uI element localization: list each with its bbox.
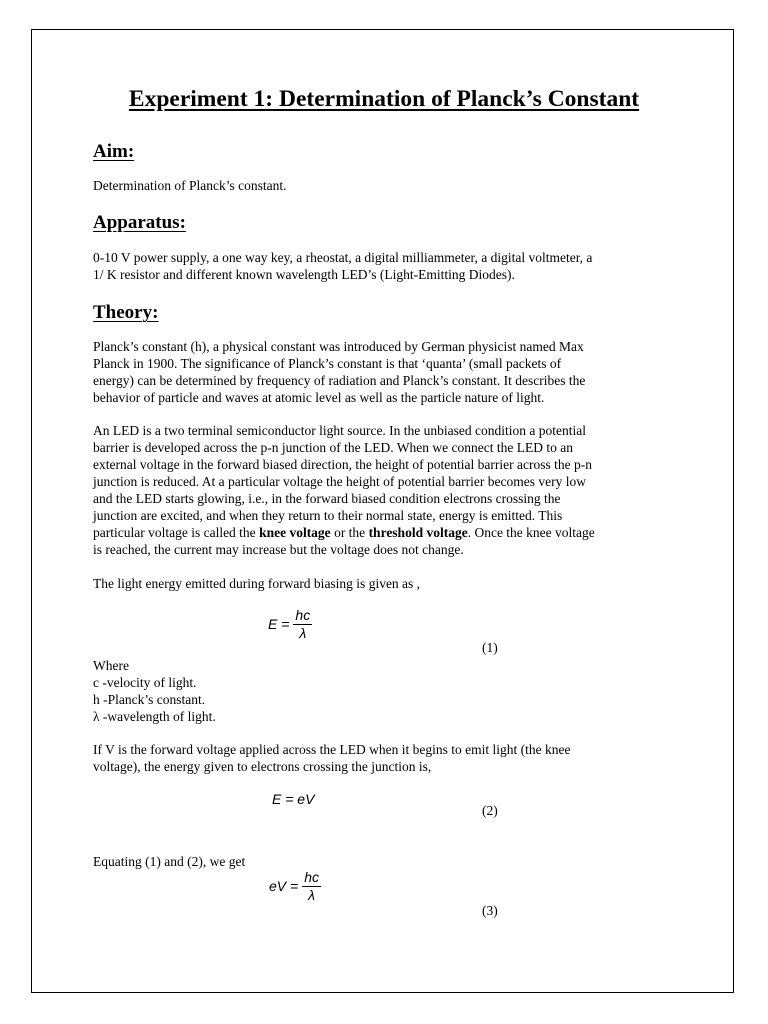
theory-paragraph-2 — [93, 422, 683, 558]
where-label: Where — [93, 658, 129, 673]
fraction — [293, 607, 312, 641]
paragraph-line: is reached, the current may increase but the voltage does not change. — [93, 542, 464, 557]
paragraph-line: and the LED starts glowing, i.e., in the forward biased condition electrons crossing the — [93, 491, 561, 506]
text-run: particular voltage is called the — [93, 525, 260, 540]
theory-paragraph-4 — [93, 741, 683, 775]
threshold-voltage-term: threshold voltage — [368, 525, 468, 540]
theory-heading: Theory: — [93, 302, 159, 323]
text-run: . Once the knee voltage — [467, 525, 595, 540]
fraction-numerator: hc — [304, 869, 319, 885]
where-item: λ -wavelength of light. — [93, 709, 216, 724]
page-title: Experiment 1: Determination of Planck’s Constant — [128, 86, 640, 112]
equation-2-number: (2) — [482, 803, 498, 818]
paragraph-line: energy) can be determined by frequency of radiation and Planck’s constant. It describes the — [93, 373, 586, 388]
aim-text: Determination of Planck’s constant. — [93, 178, 287, 193]
apparatus-line: 0-10 V power supply, a one way key, a rheostat, a digital milliammeter, a digital voltmeter, a — [93, 250, 593, 265]
paragraph-line: barrier is developed across the p-n junction of the LED. When we connect the LED to an — [93, 440, 573, 455]
apparatus-heading: Apparatus: — [93, 212, 186, 233]
paragraph-line: behavior of particle and waves at atomic level as well as the particle nature of light. — [93, 390, 545, 405]
equation-1 — [268, 607, 312, 641]
where-item: c -velocity of light. — [93, 675, 197, 690]
knee-voltage-term: knee voltage — [259, 525, 331, 540]
theory-paragraph-5: Equating (1) and (2), we get — [93, 854, 246, 869]
apparatus-line: 1/ K resistor and different known wavelength LED’s (Light-Emitting Diodes). — [93, 267, 515, 282]
paragraph-line: Planck’s constant (h), a physical constant was introduced by German physicist named Max — [93, 339, 584, 354]
equation-1-number: (1) — [482, 640, 498, 655]
paragraph-line: Planck in 1900. The significance of Planck’s constant is that ‘quanta’ (small packets of — [93, 356, 562, 371]
text-run: or the — [330, 525, 369, 540]
fraction — [302, 869, 321, 903]
equation-3-number: (3) — [482, 903, 498, 918]
apparatus-text — [93, 249, 683, 283]
fraction-numerator: hc — [295, 607, 311, 623]
paragraph-line: junction is reduced. At a particular voltage the height of potential barrier becomes very low — [93, 474, 586, 489]
paragraph-line: external voltage in the forward biased direction, the height of potential barrier across the p-n — [93, 457, 592, 472]
equation-3 — [269, 869, 321, 903]
where-list — [93, 657, 683, 725]
equation-lhs: E = — [268, 616, 290, 632]
equation-2: E = eV — [272, 791, 315, 807]
paragraph-line: junction are excited, and when they return to their normal state, energy is emitted. This — [93, 508, 563, 523]
paragraph-line — [93, 524, 683, 541]
fraction-denominator: λ — [299, 625, 307, 641]
theory-paragraph-3: The light energy emitted during forward biasing is given as , — [93, 576, 421, 591]
theory-paragraph-1 — [93, 338, 683, 406]
paragraph-line: An LED is a two terminal semiconductor light source. In the unbiased condition a potential — [93, 423, 587, 438]
where-item: h -Planck’s constant. — [93, 692, 206, 707]
paragraph-line: voltage), the energy given to electrons crossing the junction is, — [93, 759, 432, 774]
equation-lhs: eV = — [269, 878, 299, 894]
fraction-denominator: λ — [308, 887, 316, 903]
aim-heading: Aim: — [93, 141, 135, 162]
paragraph-line: If V is the forward voltage applied across the LED when it begins to emit light (the knee — [93, 742, 571, 757]
